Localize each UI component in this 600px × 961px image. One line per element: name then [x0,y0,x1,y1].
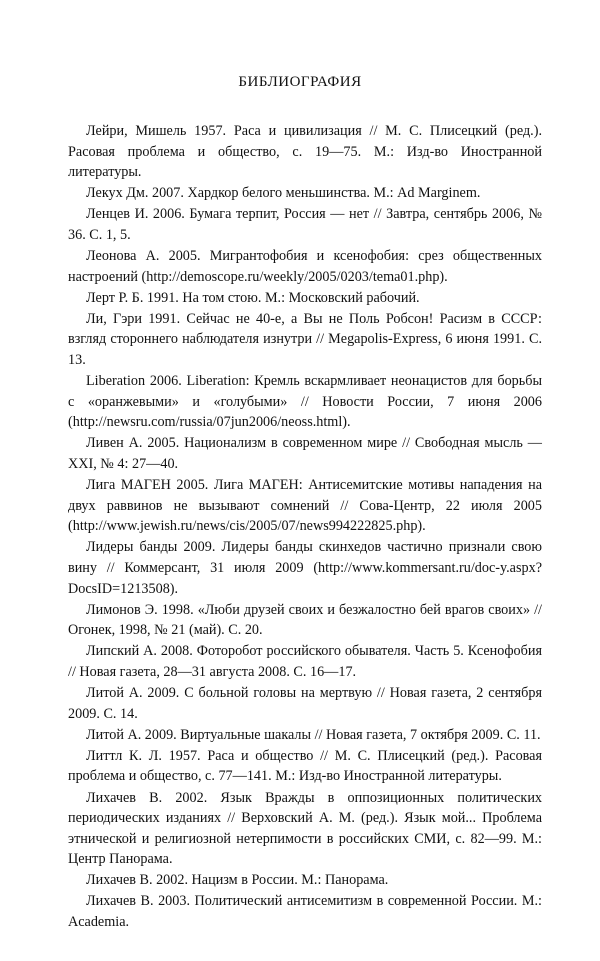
bibliography-entry: Лихачев В. 2002. Язык Вражды в оппозиционных политических периодических изданиях // Верховский А. М. (ред.). Язык мой... Проблема этнической и религиозной нетерпимости в российских СМИ, с. 82—99. М.: Центр Панорама. [68,789,542,868]
bibliography-entry: Лекух Дм. 2007. Хардкор белого меньшинства. М.: Ad Marginem. [86,185,481,202]
bibliography-entry: Липский А. 2008. Фоторобот российского обывателя. Часть 5. Ксенофобия // Новая газета, 28—31 августа 2008. С. 16—17. [68,643,542,680]
bibliography-entry: Леонова А. 2005. Мигрантофобия и ксенофобия: срез общественных настроений (http://demoscope.ru/weekly/2005/0203/tema01.php). [68,248,542,285]
bibliography-entry: Ли, Гэри 1991. Сейчас не 40-е, а Вы не Поль Робсон! Расизм в СССР: взгляд стороннего наблюдателя изнутри // Megapolis-Express, 6 июня 1991. С. 13. [68,310,542,369]
bibliography-entry: Ленцев И. 2006. Бумага терпит, Россия — нет // Завтра, сентябрь 2006, № 36. С. 1, 5. [68,206,542,243]
bibliography-entry: Лерт Р. Б. 1991. На том стою. М.: Московский рабочий. [86,289,420,306]
bibliography-entry: Лидеры банды 2009. Лидеры банды скинхедов частично признали свою вину // Коммерсант, 31 июля 2009 (http://www.kommersant.ru/doc-y.aspx?DocsID=1213508). [68,539,542,597]
bibliography-entry: Лейри, Мишель 1957. Раса и цивилизация // М. С. Плисецкий (ред.). Расовая проблема и общество, с. 19—75. М.: Изд-во Иностранной литературы. [68,123,542,181]
bibliography-entry: Литой А. 2009. Виртуальные шакалы // Новая газета, 7 октября 2009. С. 11. [86,726,541,743]
bibliography-entry: Liberation 2006. Liberation: Кремль вскармливает неонацистов для борьбы с «оранжевыми» и «голубыми» // Новости России, 7 июня 2006 (http://newsru.com/russia/07jun2006/neoss.html). [68,373,542,431]
bibliography-entry: Лихачев В. 2002. Нацизм в России. М.: Панорама. [86,872,389,889]
bibliography-entry: Литтл К. Л. 1957. Раса и общество // М. С. Плисецкий (ред.). Расовая проблема и общество, с. 77—141. М.: Изд-во Иностранной литературы. [68,747,542,785]
bibliography-entry: Ливен А. 2005. Национализм в современном мире // Свободная мысль — XXI, № 4: 27—40. [68,435,542,472]
page-title: БИБЛИОГРАФИЯ [238,74,362,90]
bibliography-list [68,121,542,933]
bibliography-entry: Лимонов Э. 1998. «Люби друзей своих и безжалостно бей врагов своих» // Огонек, 1998, № 21 (май). С. 20. [68,601,542,639]
bibliography-entry: Лихачев В. 2003. Политический антисемитизм в современной России. М.: Academia. [68,893,542,931]
bibliography-entry: Литой А. 2009. С больной головы на мертвую // Новая газета, 2 сентября 2009. С. 14. [68,685,542,722]
bibliography-entry: Лига МАГЕН 2005. Лига МАГЕН: Антисемитские мотивы нападения на двух раввинов не вызывают сомнений // Сова-Центр, 22 июля 2005 (http://www.jewish.ru/news/cis/2005/07/news994222825.php). [68,477,542,535]
